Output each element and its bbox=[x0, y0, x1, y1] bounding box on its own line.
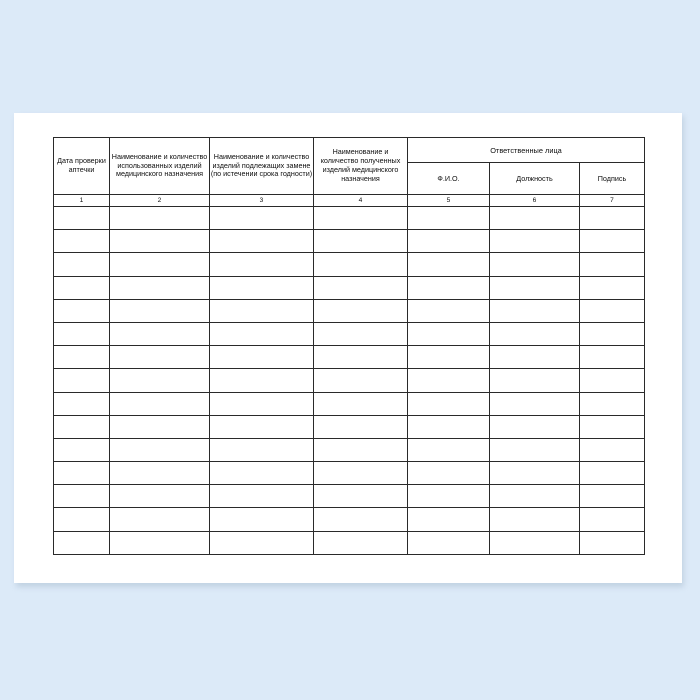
table-cell[interactable] bbox=[580, 462, 645, 485]
table-cell[interactable] bbox=[314, 253, 408, 276]
table-cell[interactable] bbox=[54, 253, 110, 276]
table-cell[interactable] bbox=[314, 276, 408, 299]
table-cell[interactable] bbox=[490, 299, 580, 322]
table-cell[interactable] bbox=[110, 322, 210, 345]
table-cell[interactable] bbox=[580, 531, 645, 554]
table-cell[interactable] bbox=[580, 392, 645, 415]
table-cell[interactable] bbox=[110, 438, 210, 461]
column-number-1: 1 bbox=[54, 195, 110, 207]
column-number-4: 4 bbox=[314, 195, 408, 207]
column-group-header-responsible-persons: Ответственные лица bbox=[408, 138, 645, 163]
table-cell[interactable] bbox=[110, 253, 210, 276]
table-cell[interactable] bbox=[54, 485, 110, 508]
table-cell[interactable] bbox=[54, 207, 110, 230]
table-cell[interactable] bbox=[54, 438, 110, 461]
table-row bbox=[54, 392, 645, 415]
column-header-3: Наименование и количество изделий подлежащих замене (по истечении срока годности) bbox=[210, 138, 314, 195]
column-number-6: 6 bbox=[490, 195, 580, 207]
column-header-6: Должность bbox=[490, 163, 580, 195]
table-cell[interactable] bbox=[490, 346, 580, 369]
table-cell[interactable] bbox=[110, 462, 210, 485]
table-cell[interactable] bbox=[490, 276, 580, 299]
table-cell[interactable] bbox=[580, 369, 645, 392]
table-row bbox=[54, 508, 645, 531]
table-cell[interactable] bbox=[314, 392, 408, 415]
table-cell[interactable] bbox=[580, 438, 645, 461]
table-cell[interactable] bbox=[314, 415, 408, 438]
table-cell[interactable] bbox=[490, 207, 580, 230]
table-cell[interactable] bbox=[408, 346, 490, 369]
table-cell[interactable] bbox=[580, 230, 645, 253]
table-cell[interactable] bbox=[490, 369, 580, 392]
table-cell[interactable] bbox=[408, 485, 490, 508]
registry-table-area bbox=[53, 137, 644, 567]
table-row bbox=[54, 462, 645, 485]
table-cell[interactable] bbox=[210, 438, 314, 461]
paper-sheet bbox=[14, 113, 682, 583]
table-cell[interactable] bbox=[110, 392, 210, 415]
table-cell[interactable] bbox=[54, 508, 110, 531]
table-cell[interactable] bbox=[110, 508, 210, 531]
table-row bbox=[54, 276, 645, 299]
table-cell[interactable] bbox=[408, 438, 490, 461]
table-cell[interactable] bbox=[408, 531, 490, 554]
table-cell[interactable] bbox=[210, 415, 314, 438]
table-row bbox=[54, 438, 645, 461]
table-cell[interactable] bbox=[580, 508, 645, 531]
table-cell[interactable] bbox=[580, 346, 645, 369]
table-cell[interactable] bbox=[54, 392, 110, 415]
table-cell[interactable] bbox=[314, 508, 408, 531]
table-cell[interactable] bbox=[408, 392, 490, 415]
table-row bbox=[54, 322, 645, 345]
column-number-2: 2 bbox=[110, 195, 210, 207]
table-cell[interactable] bbox=[210, 369, 314, 392]
table-cell[interactable] bbox=[314, 531, 408, 554]
table-cell[interactable] bbox=[314, 230, 408, 253]
table-cell[interactable] bbox=[314, 322, 408, 345]
table-cell[interactable] bbox=[490, 253, 580, 276]
table-cell[interactable] bbox=[408, 276, 490, 299]
table-cell[interactable] bbox=[210, 299, 314, 322]
table-row bbox=[54, 299, 645, 322]
table-cell[interactable] bbox=[314, 299, 408, 322]
table-cell[interactable] bbox=[110, 230, 210, 253]
column-header-5: Ф.И.О. bbox=[408, 163, 490, 195]
table-cell[interactable] bbox=[580, 299, 645, 322]
table-cell[interactable] bbox=[210, 230, 314, 253]
table-cell[interactable] bbox=[490, 322, 580, 345]
table-cell[interactable] bbox=[210, 207, 314, 230]
table-cell[interactable] bbox=[490, 462, 580, 485]
table-cell[interactable] bbox=[408, 299, 490, 322]
column-header-1: Дата проверки аптечки bbox=[54, 138, 110, 195]
table-cell[interactable] bbox=[110, 276, 210, 299]
registry-table bbox=[53, 137, 645, 555]
table-cell[interactable] bbox=[210, 392, 314, 415]
table-cell[interactable] bbox=[490, 438, 580, 461]
table-cell[interactable] bbox=[210, 485, 314, 508]
table-row bbox=[54, 415, 645, 438]
header-row-titles bbox=[54, 138, 645, 163]
table-cell[interactable] bbox=[580, 485, 645, 508]
table-cell[interactable] bbox=[314, 369, 408, 392]
column-header-7: Подпись bbox=[580, 163, 645, 195]
table-cell[interactable] bbox=[408, 415, 490, 438]
table-cell[interactable] bbox=[54, 369, 110, 392]
table-cell[interactable] bbox=[110, 531, 210, 554]
table-cell[interactable] bbox=[580, 207, 645, 230]
table-cell[interactable] bbox=[580, 322, 645, 345]
table-cell[interactable] bbox=[314, 207, 408, 230]
table-cell[interactable] bbox=[408, 369, 490, 392]
table-cell[interactable] bbox=[110, 485, 210, 508]
table-row bbox=[54, 253, 645, 276]
table-cell[interactable] bbox=[54, 531, 110, 554]
table-cell[interactable] bbox=[110, 299, 210, 322]
table-cell[interactable] bbox=[210, 346, 314, 369]
table-header bbox=[54, 138, 645, 207]
table-row bbox=[54, 346, 645, 369]
table-cell[interactable] bbox=[210, 322, 314, 345]
table-cell[interactable] bbox=[314, 438, 408, 461]
table-body bbox=[54, 207, 645, 555]
table-cell[interactable] bbox=[54, 462, 110, 485]
table-cell[interactable] bbox=[314, 485, 408, 508]
table-row bbox=[54, 230, 645, 253]
table-cell[interactable] bbox=[54, 322, 110, 345]
table-cell[interactable] bbox=[490, 531, 580, 554]
table-cell[interactable] bbox=[210, 508, 314, 531]
table-cell[interactable] bbox=[408, 508, 490, 531]
table-row bbox=[54, 531, 645, 554]
table-cell[interactable] bbox=[490, 230, 580, 253]
table-cell[interactable] bbox=[408, 322, 490, 345]
table-cell[interactable] bbox=[580, 276, 645, 299]
table-cell[interactable] bbox=[408, 230, 490, 253]
table-cell[interactable] bbox=[408, 207, 490, 230]
table-cell[interactable] bbox=[408, 462, 490, 485]
table-row bbox=[54, 485, 645, 508]
table-cell[interactable] bbox=[210, 253, 314, 276]
table-row bbox=[54, 369, 645, 392]
table-cell[interactable] bbox=[490, 415, 580, 438]
table-cell[interactable] bbox=[210, 531, 314, 554]
table-cell[interactable] bbox=[54, 230, 110, 253]
table-cell[interactable] bbox=[54, 346, 110, 369]
table-cell[interactable] bbox=[110, 415, 210, 438]
table-row bbox=[54, 207, 645, 230]
table-cell[interactable] bbox=[580, 253, 645, 276]
table-cell[interactable] bbox=[210, 462, 314, 485]
table-cell[interactable] bbox=[54, 299, 110, 322]
table-cell[interactable] bbox=[490, 508, 580, 531]
header-row-numbers bbox=[54, 195, 645, 207]
table-cell[interactable] bbox=[408, 253, 490, 276]
table-cell[interactable] bbox=[54, 276, 110, 299]
table-cell[interactable] bbox=[490, 392, 580, 415]
column-header-2: Наименование и количество использованных изделий медицинского назначения bbox=[110, 138, 210, 195]
column-number-5: 5 bbox=[408, 195, 490, 207]
table-cell[interactable] bbox=[580, 415, 645, 438]
table-cell[interactable] bbox=[490, 485, 580, 508]
table-cell[interactable] bbox=[110, 207, 210, 230]
table-cell[interactable] bbox=[54, 415, 110, 438]
table-cell[interactable] bbox=[314, 346, 408, 369]
column-number-3: 3 bbox=[210, 195, 314, 207]
table-cell[interactable] bbox=[110, 346, 210, 369]
column-header-4: Наименование и количество полученных изделий медицинского назначения bbox=[314, 138, 408, 195]
table-cell[interactable] bbox=[314, 462, 408, 485]
column-number-7: 7 bbox=[580, 195, 645, 207]
table-cell[interactable] bbox=[210, 276, 314, 299]
table-cell[interactable] bbox=[110, 369, 210, 392]
document-page-wrapper bbox=[14, 113, 686, 587]
